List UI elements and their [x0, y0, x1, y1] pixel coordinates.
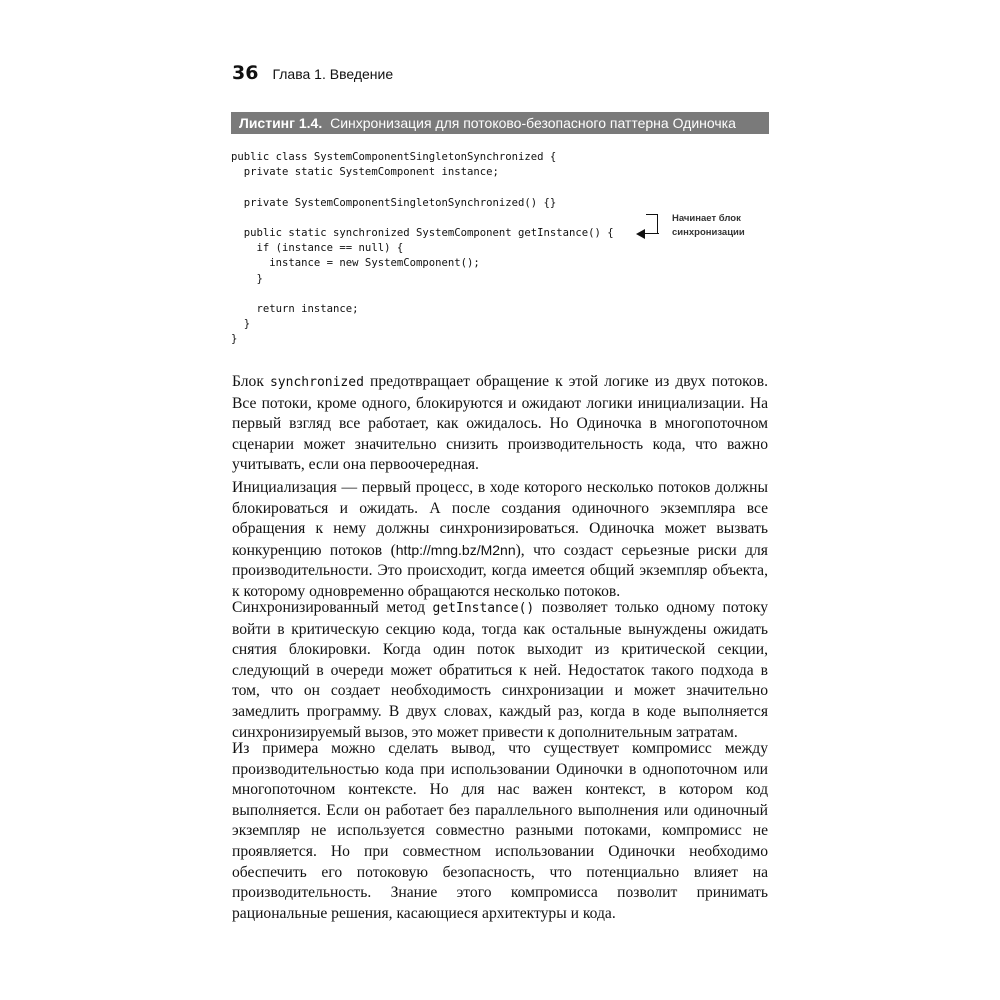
code-annotation	[672, 212, 745, 240]
code-line: }	[231, 333, 238, 346]
code-line: return instance;	[231, 302, 359, 315]
annotation-arrow-icon	[636, 229, 645, 239]
code-line: instance = new SystemComponent();	[231, 257, 480, 270]
listing-label: Листинг 1.4.	[239, 115, 323, 131]
annotation-line-1: Начинает блок	[672, 213, 741, 224]
code-line	[231, 287, 614, 302]
page-number: 36	[232, 62, 259, 84]
paragraph-text: ), что создаст серьезные риски для производительности. Это происходит, когда имеется общий экземпляр объекта, к которому одновременно обращаются несколько потоков.	[232, 541, 768, 600]
annotation-line-2: синхронизации	[672, 227, 745, 238]
code-line: private SystemComponentSingletonSynchronized() {}	[231, 196, 557, 209]
chapter-title: Глава 1. Введение	[272, 66, 394, 82]
paragraph-text: Синхронизированный метод	[232, 599, 433, 616]
code-listing	[231, 150, 614, 347]
listing-caption	[231, 112, 769, 134]
code-line	[231, 180, 614, 195]
paragraph-text: Инициализация — первый процесс, в ходе которого несколько потоков должны блокироваться и ожидать. А после создания одиночного экземпляра все обращения к нему должны синхронизироваться. Одиночка может вызвать конкуренцию потоков (	[232, 479, 768, 559]
code-line: }	[231, 318, 251, 331]
paragraph-4: Из примера можно сделать вывод, что существует компромисс между производительностью кода при использовании Одиночки в однопоточном или многопоточном контексте. Но для нас важен контекст, в котором код выполняется. Если он работает без параллельного выполнения или одиночный экземпляр не используется совместно разными потоками, компромисс не проявляется. Но при совместном использовании Одиночки необходимо обеспечить его потоковую безопасность, что потенциально влияет на производительность. Знание этого компромисса позволит принимать рациональные решения, касающиеся архитектуры и кода.	[232, 740, 768, 922]
paragraph-2	[232, 478, 768, 603]
annotation-connector-tail	[643, 233, 659, 234]
code-line: if (instance == null) {	[231, 242, 404, 255]
inline-code: getInstance()	[432, 601, 535, 616]
listing-title: Синхронизация для потоково-безопасного паттерна Одиночка	[330, 115, 736, 131]
paragraph-text: позволяет только одному потоку войти в критическую секцию кода, тогда как остальные вынуждены ожидать снятия блокировки. Когда один поток выходит из критической секции, следующий в очереди может обратиться к ней. Недостаток такого подхода в том, что он создает необходимость синхронизации и может значительно замедлить программу. В двух словах, каждый раз, когда в коде выполняется синхронизируемый вызов, это может привести к дополнительным затратам.	[232, 599, 768, 741]
paragraph-1	[232, 372, 768, 476]
code-line: private static SystemComponent instance;	[231, 166, 499, 179]
paragraph-text: предотвращает обращение к этой логике из двух потоков. Все потоки, кроме одного, блокируются и ожидают логики инициализации. На первый взгляд все работает, как ожидалось. Но Одиночка в многопоточном сценарии может значительно снизить производительность кода, что важно учитывать, если она первоочередная.	[232, 373, 768, 474]
code-line: public static synchronized SystemComponent getInstance() {	[231, 226, 614, 239]
annotation-connector	[646, 214, 658, 234]
paragraph-3	[232, 598, 768, 743]
code-line: public class SystemComponentSingletonSynchronized {	[231, 151, 557, 163]
paragraph-text: Блок	[232, 373, 270, 390]
page-header	[232, 62, 393, 84]
code-line: }	[231, 272, 263, 285]
reference-url: http://mng.bz/M2nn	[395, 541, 516, 558]
code-line	[231, 211, 614, 226]
inline-code: synchronized	[269, 375, 364, 390]
